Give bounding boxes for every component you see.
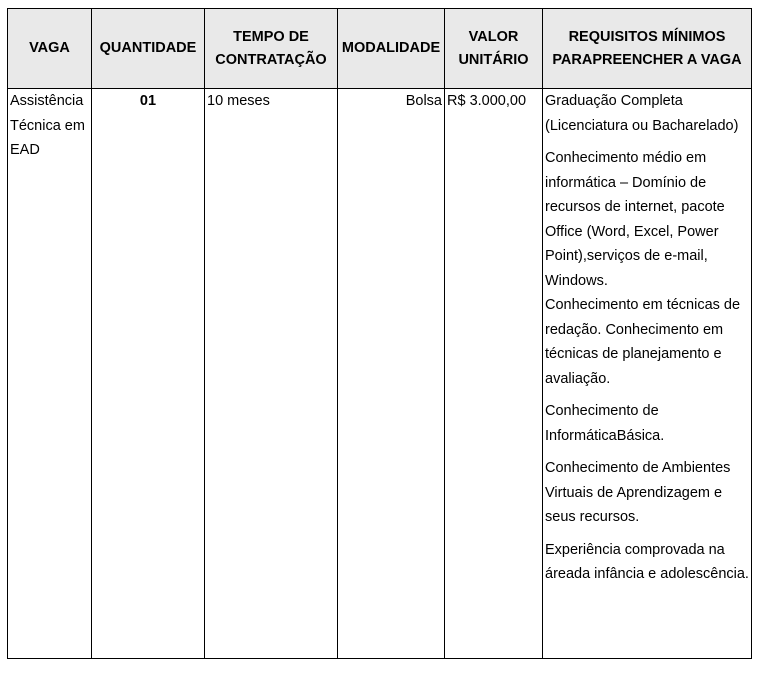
header-modalidade: MODALIDADE [338,9,445,89]
table-row [8,89,752,659]
requirement-item: Experiência comprovada na áreada infância e adolescência. [545,541,749,582]
header-tempo: TEMPO DE CONTRATAÇÃO [205,9,338,89]
header-quantidade: QUANTIDADE [92,9,205,89]
requirement-item: Conhecimento de Ambientes Virtuais de Aprendizagem e seus recursos. [545,460,731,525]
requirement-item: Conhecimento de InformáticaBásica. [545,403,665,444]
requirement-item: Conhecimento médio em informática – Domínio de recursos de internet, pacote Office (Word, Excel, Power Point),serviços de e-mail, Windows. [545,150,725,289]
cell-tempo: 10 meses [205,89,338,659]
header-requisitos: REQUISITOS MÍNIMOS PARAPREENCHER A VAGA [543,9,752,89]
cell-requisitos [543,89,752,659]
cell-modalidade: Bolsa [338,89,445,659]
header-valor: VALOR UNITÁRIO [445,9,543,89]
cell-valor: R$ 3.000,00 [445,89,543,659]
cell-quantidade: 01 [92,89,205,659]
vacancy-table [7,8,752,659]
cell-vaga: Assistência Técnica em EAD [8,89,92,659]
header-row [8,9,752,89]
requirement-item: Graduação Completa (Licenciatura ou Bacharelado) [545,93,739,134]
requirement-item: Conhecimento em técnicas de redação. Conhecimento em técnicas de planejamento e avaliação. [545,297,741,387]
header-vaga: VAGA [8,9,92,89]
